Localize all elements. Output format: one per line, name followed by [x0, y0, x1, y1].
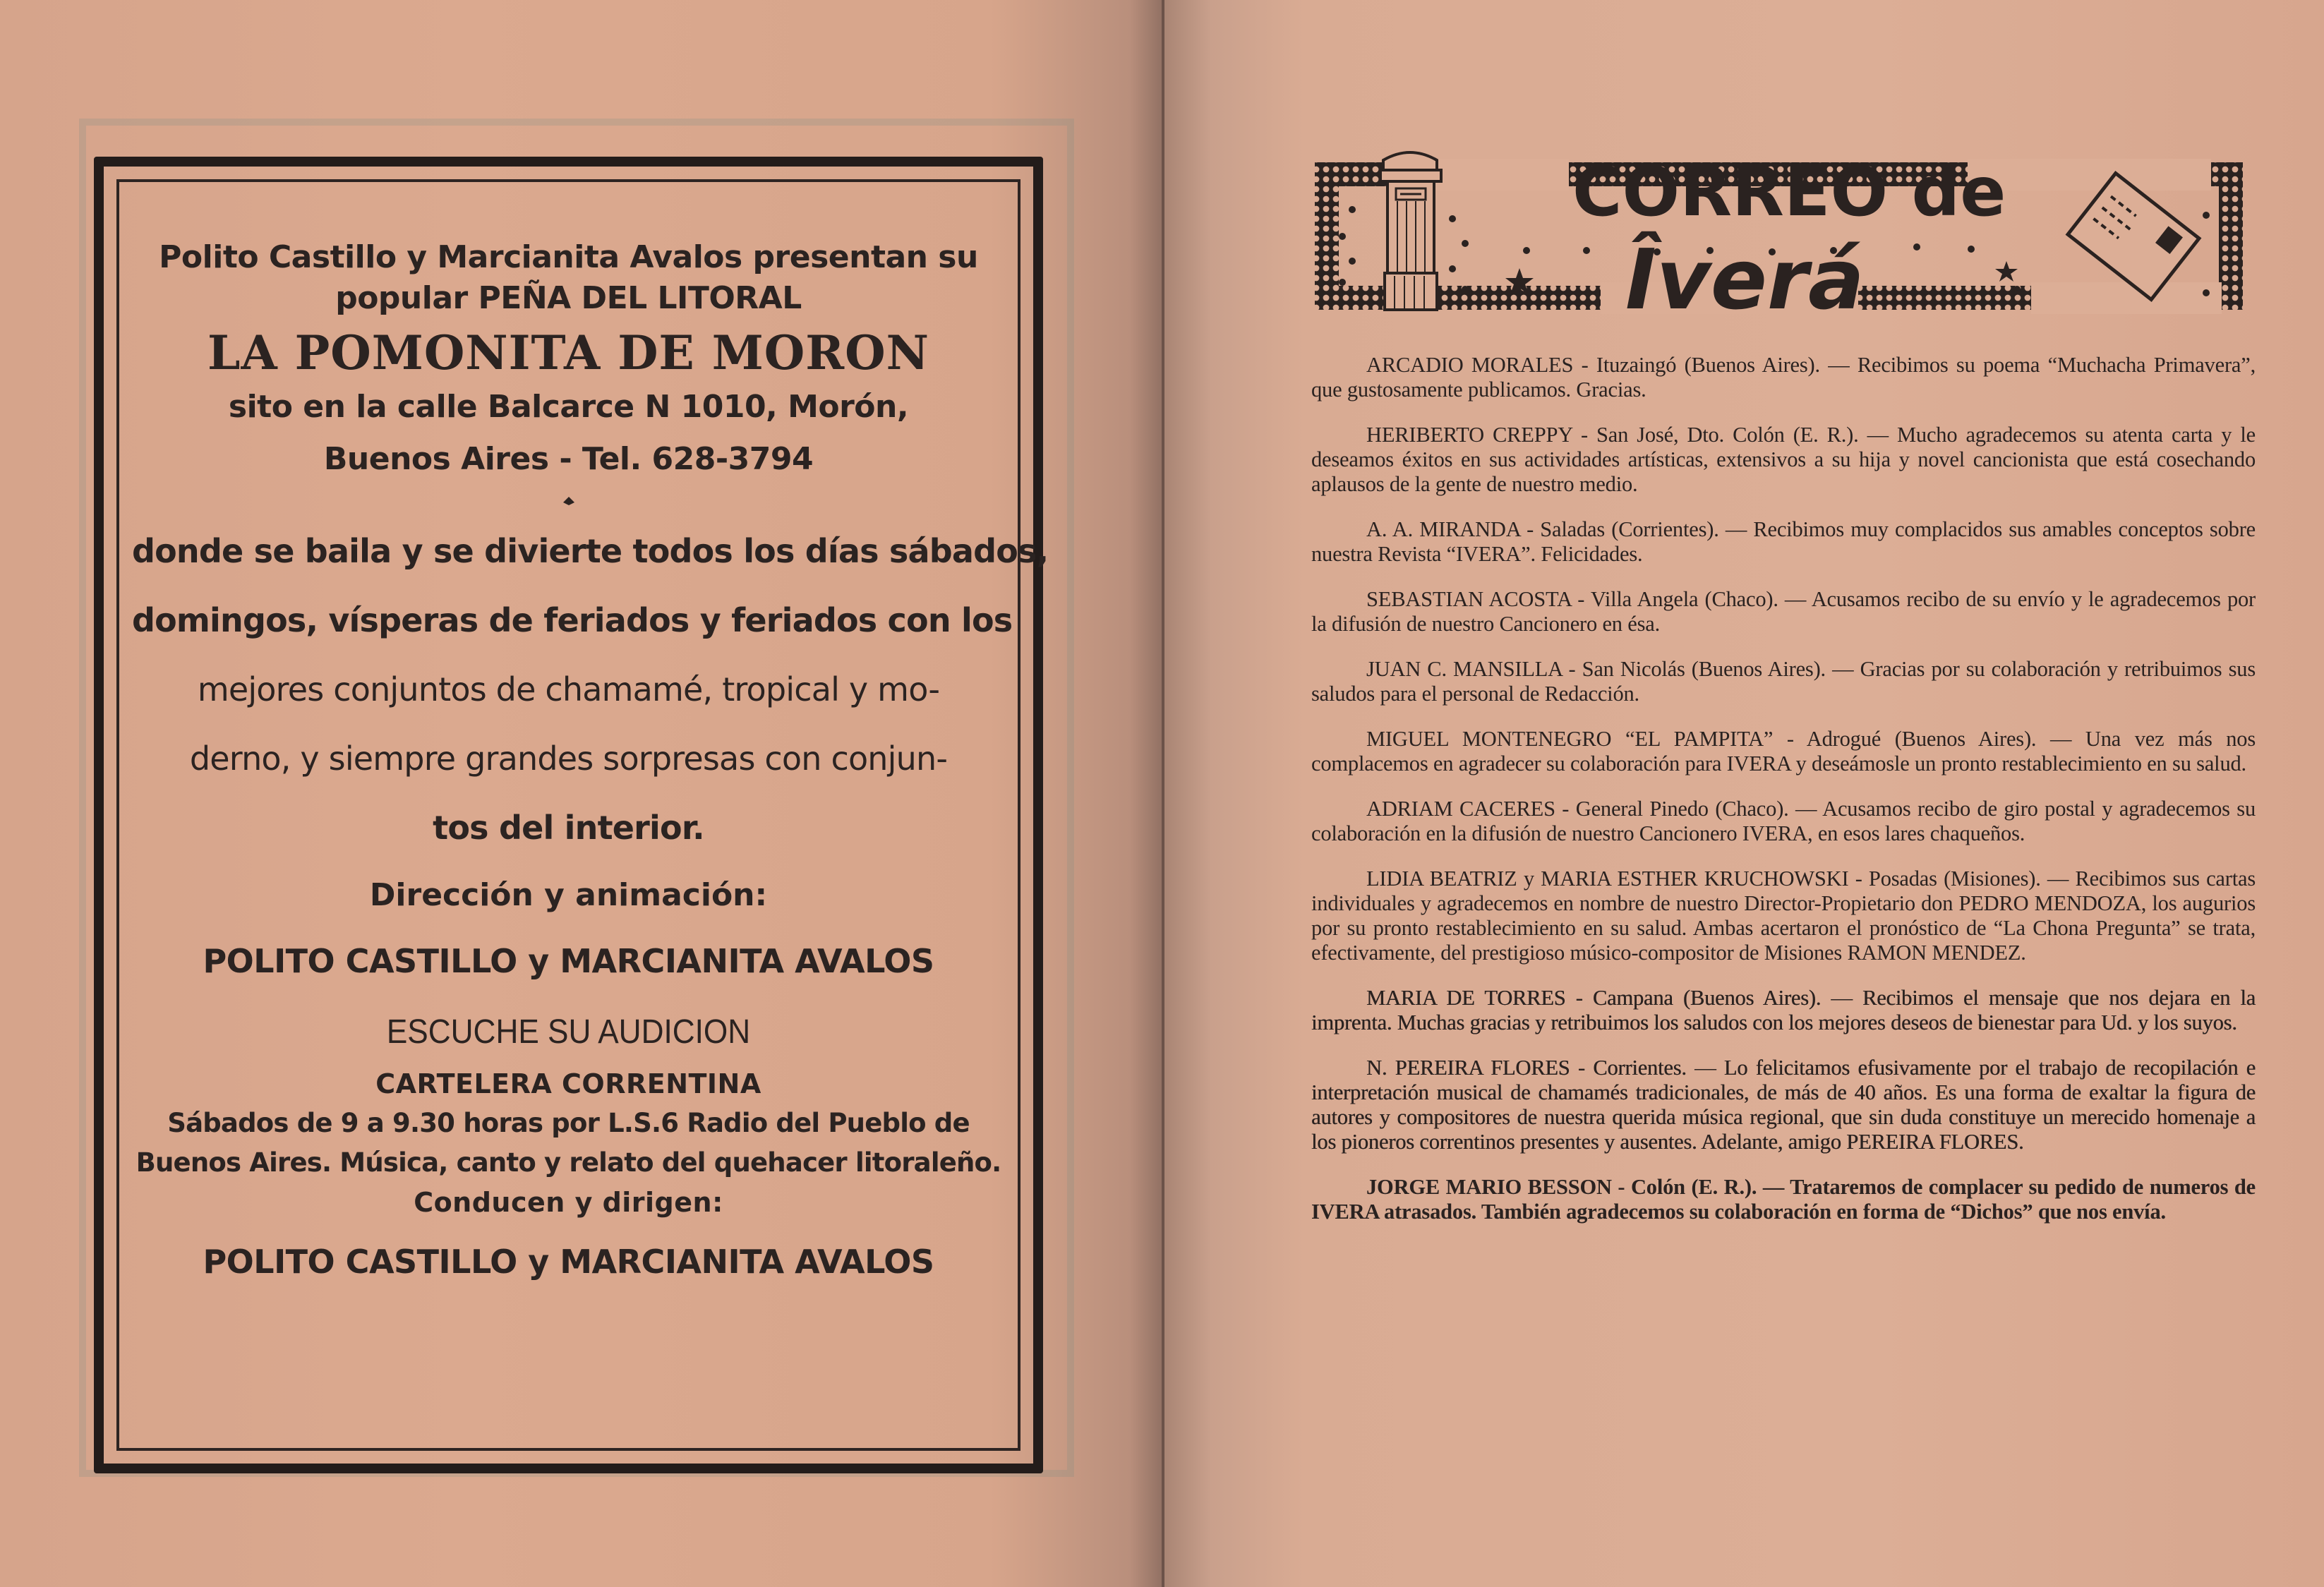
- star-icon: [1995, 261, 2018, 282]
- ad-hosts-label: Conducen y dirigen:: [414, 1187, 723, 1218]
- ad-address-line-1: sito en la calle Balcarce N 1010, Morón,: [228, 389, 909, 425]
- ad-schedule-line-1: Sábados de 9 a 9.30 horas por L.S.6 Radio del Pueblo de: [167, 1108, 970, 1138]
- letter-text: LIDIA BEATRIZ y MARIA ESTHER KRUCHOWSKI - Posadas (Misiones). — Recibimos sus cartas individuales y agradecemos en nombre de nuestro Director-Propietario don PEDRO MENDOZA, los augurios por su pronto restablecimiento en su salud. Ambas acertaron el pronóstico de “La Chona Pregunta” se trata, efectivamente, del prestigioso músico-compositor de Misiones RAMON MENDEZ.: [1311, 867, 2256, 965]
- ad-body-line-3: mejores conjuntos de chamamé, tropical y mo-: [197, 670, 940, 708]
- ad-program-name: CARTELERA CORRENTINA: [375, 1068, 761, 1099]
- ad-body-line-1: donde se baila y se divierte todos los días sábados,: [132, 532, 1049, 570]
- letter-text: ADRIAM CACERES - General Pinedo (Chaco). — Acusamos recibo de giro postal y agradecemos su colaboración en la difusión de nuestro Cancionero IVERA, en esos lares chaqueños.: [1311, 797, 2256, 845]
- letter-item: [1311, 867, 2256, 965]
- ad-intro-line-2: popular PEÑA DEL LITORAL: [335, 280, 802, 316]
- letter-item: [1311, 353, 2256, 402]
- letter-item: [1311, 423, 2256, 497]
- ad-body-line-5: tos del interior.: [433, 809, 704, 847]
- letter-item: [1311, 797, 2256, 846]
- ad-schedule-line-2: Buenos Aires. Música, canto y relato del quehacer litoraleño.: [136, 1147, 1001, 1178]
- ad-listen-heading: ESCUCHE SU AUDICION: [386, 1013, 751, 1051]
- letter-text: JUAN C. MANSILLA - San Nicolás (Buenos Aires). — Gracias por su colaboración y retribuimos sus saludos para el personal de Redacción.: [1311, 657, 2256, 706]
- letter-item: [1311, 587, 2256, 636]
- header-title-correo: CORREO de: [1572, 152, 2006, 231]
- ad-body-line-2: domingos, vísperas de feriados y feriados con los: [132, 601, 1013, 639]
- ad-body-line-4: derno, y siempre grandes sorpresas con conjun-: [189, 740, 948, 778]
- letter-item: [1311, 657, 2256, 706]
- letters-column: [1311, 353, 2256, 1245]
- letter-item: [1311, 1175, 2256, 1224]
- header-title-ivera: Îverá: [1625, 231, 1865, 314]
- letter-text: N. PEREIRA FLORES - Corrientes. — Lo felicitamos efusivamente por el trabajo de recopilación e interpretación musical de chamamés tradicionales, de más de 40 años. Es una forma de exaltar la figura de autores y compositores de nuestra querida música regional, que sin duda constituye un merecido homenaje a los pioneros correntinos presentes y ausentes. Adelante, amigo PEREIRA FLORES.: [1311, 1056, 2256, 1154]
- letter-item: [1311, 986, 2256, 1035]
- letter-item: [1311, 1056, 2256, 1154]
- letter-text: JORGE MARIO BESSON - Colón (E. R.). — Trataremos de complacer su pedido de numeros de IVERA atrasados. También agradecemos su colaboración en forma de “Dichos” que nos envía.: [1311, 1175, 2256, 1224]
- letter-text: MIGUEL MONTENEGRO “EL PAMPITA” - Adrogué (Buenos Aires). — Una vez más nos complacemos en agradecer su colaboración para IVERA y deseámosle un pronto restablecimiento en su salud.: [1311, 727, 2256, 776]
- advertisement-content: [132, 237, 1049, 1296]
- advertisement-box: [94, 157, 1049, 1473]
- letter-item: [1311, 517, 2256, 567]
- diamond-ornament-icon: [562, 495, 576, 509]
- ad-title: LA POMONITA DE MORON: [207, 325, 929, 380]
- letter-text: MARIA DE TORRES - Campana (Buenos Aires). — Recibimos el mensaje que nos dejara en la imprenta. Muchas gracias y retribuimos los saludos con los mejores deseos de bienestar para Ud. y los suyos.: [1311, 986, 2256, 1034]
- ad-intro-line-1: Polito Castillo y Marcianita Avalos presentan su: [159, 239, 978, 275]
- letter-item: [1311, 727, 2256, 776]
- letter-text: SEBASTIAN ACOSTA - Villa Angela (Chaco). — Acusamos recibo de su envío y le agradecemos por la difusión de nuestro Cancionero en ésa.: [1311, 587, 2256, 636]
- letter-text: ARCADIO MORALES - Ituzaingó (Buenos Aires). — Recibimos su poema “Muchacha Primavera”, que gustosamente publicamos. Gracias.: [1311, 353, 2256, 402]
- ad-direction-label: Dirección y animación:: [369, 877, 768, 913]
- letter-text: A. A. MIRANDA - Saladas (Corrientes). — Recibimos muy complacidos sus amables conceptos sobre nuestra Revista “IVERA”. Felicidades.: [1311, 517, 2256, 566]
- ad-directors: POLITO CASTILLO y MARCIANITA AVALOS: [203, 942, 934, 980]
- letter-text: HERIBERTO CREPPY - San José, Dto. Colón (E. R.). — Mucho agradecemos su atenta carta y le deseamos éxitos en sus actividades artísticas, extensivos a su hija y novel cancionista que está cosechando aplausos de la gente de nuestro medio.: [1311, 423, 2256, 496]
- envelope-icon: [2068, 173, 2199, 299]
- ad-address-line-2: Buenos Aires - Tel. 628-3794: [323, 441, 814, 477]
- ad-hosts: POLITO CASTILLO y MARCIANITA AVALOS: [203, 1243, 934, 1281]
- correo-de-ivera-header: [1311, 145, 2246, 314]
- mailbox-icon: [1380, 152, 1441, 310]
